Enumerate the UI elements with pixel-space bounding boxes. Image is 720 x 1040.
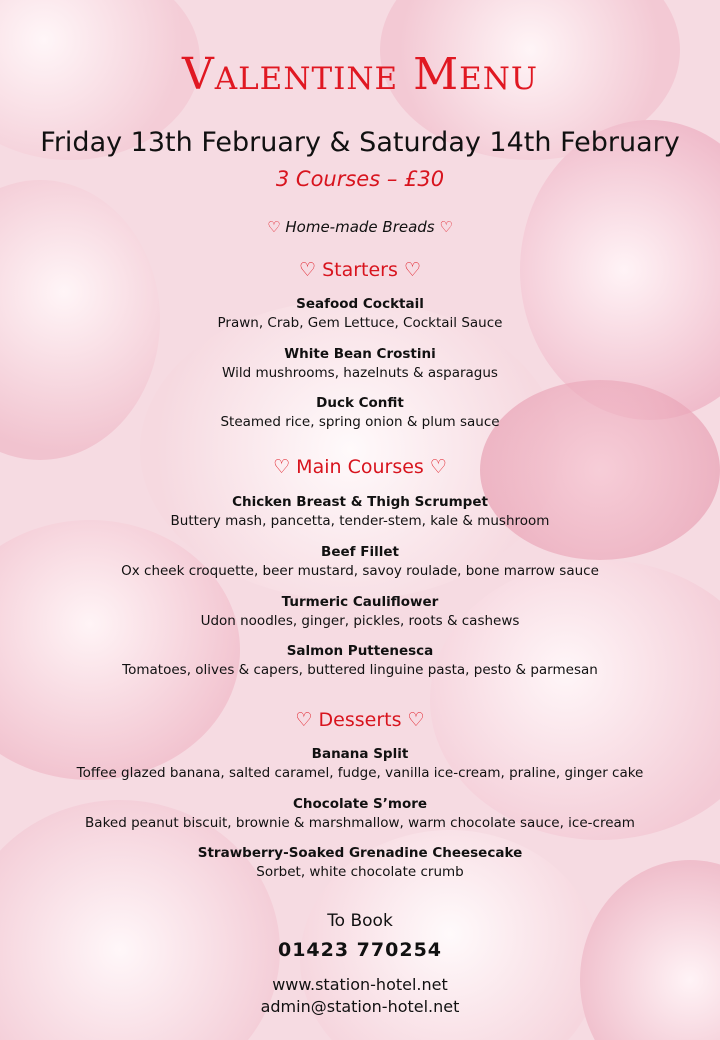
section-title: Desserts [318,709,402,731]
dish-name: Chocolate S’more [292,796,428,812]
heart-icon: ♡ [295,709,313,731]
section-title: Starters [322,259,398,281]
heart-icon: ♡ [429,456,447,478]
dish-name: Chicken Breast & Thigh Scrumpet [232,494,488,510]
dish-description: Steamed rice, spring onion & plum sauce [220,414,500,430]
dish-name: Turmeric Cauliflower [281,594,439,610]
heart-icon: ♡ [273,456,291,478]
booking-label: To Book [327,911,393,931]
heart-icon: ♡ [298,259,317,281]
dish-item [0,844,720,882]
email-link[interactable]: admin@station-hotel.net [260,997,460,1016]
dish-description: Ox cheek croquette, beer mustard, savoy roulade, bone marrow sauce [121,563,599,579]
dish-name: Beef Fillet [321,544,399,560]
dish-description: Wild mushrooms, hazelnuts & asparagus [222,365,498,381]
dish-item [0,295,720,333]
dish-name: White Bean Crostini [284,346,436,362]
dish-name: Seafood Cocktail [296,296,424,312]
dish-item [0,493,720,531]
dish-description: Baked peanut biscuit, brownie & marshmallow, warm chocolate sauce, ice-cream [85,815,635,831]
dish-description: Sorbet, white chocolate crumb [256,864,464,880]
dish-description: Buttery mash, pancetta, tender-stem, kale & mushroom [170,513,550,529]
heart-icon: ♡ [407,709,425,731]
dish-name: Banana Split [311,746,409,762]
breads-label: Home-made Breads [285,218,435,236]
dish-item [0,345,720,383]
dish-item [0,745,720,783]
website-link[interactable]: www.station-hotel.net [272,975,448,994]
menu-dates: Friday 13th February & Saturday 14th February [40,127,680,158]
dish-item [0,593,720,631]
starters-heading [0,257,720,283]
mains-heading [0,454,720,480]
dish-description: Prawn, Crab, Gem Lettuce, Cocktail Sauce [217,315,503,331]
dish-name: Duck Confit [316,395,404,411]
menu-price: 3 Courses – £30 [275,167,445,191]
dish-item [0,543,720,581]
dish-item [0,394,720,432]
desserts-heading [0,707,720,733]
dish-description: Toffee glazed banana, salted caramel, fudge, vanilla ice-cream, praline, ginger cake [76,765,644,781]
section-title: Main Courses [296,456,424,478]
breads-line [0,216,720,238]
dish-name: Salmon Puttenesca [286,643,434,659]
dish-description: Udon noodles, ginger, pickles, roots & cashews [200,613,520,629]
dish-description: Tomatoes, olives & capers, buttered linguine pasta, pesto & parmesan [122,662,598,678]
dish-item [0,642,720,680]
heart-icon: ♡ [403,259,421,281]
heart-icon: ♡ [439,218,453,236]
dish-item [0,795,720,833]
menu-title: Valentine Menu [181,49,539,100]
heart-icon: ♡ [267,218,281,236]
dish-name: Strawberry-Soaked Grenadine Cheesecake [197,845,523,861]
phone-number[interactable]: 01423 770254 [277,939,443,961]
